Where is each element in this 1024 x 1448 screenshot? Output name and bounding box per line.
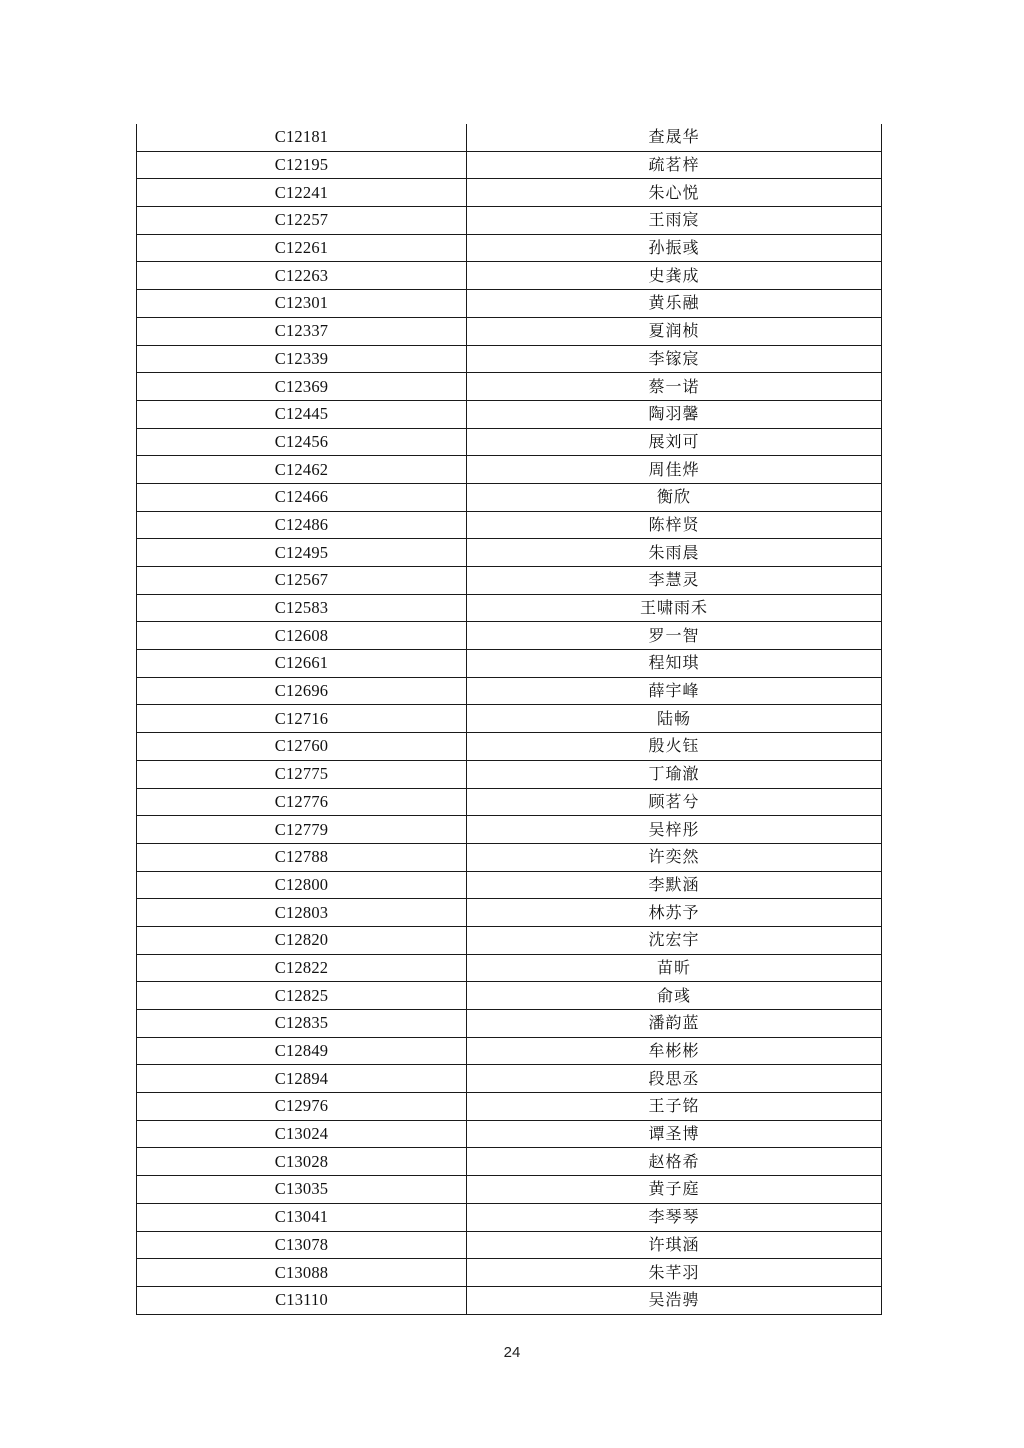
candidate-name-cell: 段思丞 <box>467 1065 882 1093</box>
roster-table <box>136 124 882 1315</box>
table-row <box>137 262 882 290</box>
candidate-name-cell: 王雨宸 <box>467 207 882 235</box>
table-row <box>137 511 882 539</box>
candidate-code-cell: C12800 <box>137 871 467 899</box>
table-row <box>137 650 882 678</box>
candidate-code-cell: C12445 <box>137 400 467 428</box>
table-row <box>137 760 882 788</box>
candidate-code-cell: C12760 <box>137 733 467 761</box>
candidate-name-cell: 牟彬彬 <box>467 1037 882 1065</box>
table-row <box>137 1259 882 1287</box>
table-row <box>137 594 882 622</box>
table-row <box>137 483 882 511</box>
candidate-code-cell: C12181 <box>137 124 467 151</box>
candidate-name-cell: 顾茗兮 <box>467 788 882 816</box>
table-row <box>137 1231 882 1259</box>
candidate-code-cell: C12486 <box>137 511 467 539</box>
candidate-code-cell: C12456 <box>137 428 467 456</box>
table-row <box>137 788 882 816</box>
candidate-code-cell: C12337 <box>137 317 467 345</box>
candidate-name-cell: 李琴琴 <box>467 1203 882 1231</box>
table-row <box>137 290 882 318</box>
roster-table-body <box>137 124 882 1314</box>
candidate-name-cell: 吴梓彤 <box>467 816 882 844</box>
candidate-code-cell: C12696 <box>137 677 467 705</box>
candidate-code-cell: C12369 <box>137 373 467 401</box>
candidate-name-cell: 周佳烨 <box>467 456 882 484</box>
candidate-name-cell: 谭圣博 <box>467 1120 882 1148</box>
candidate-name-cell: 李慧灵 <box>467 567 882 595</box>
table-row <box>137 1065 882 1093</box>
table-row <box>137 871 882 899</box>
candidate-name-cell: 程知琪 <box>467 650 882 678</box>
candidate-name-cell: 史龚成 <box>467 262 882 290</box>
candidate-code-cell: C13088 <box>137 1259 467 1287</box>
table-row <box>137 1010 882 1038</box>
candidate-code-cell: C13078 <box>137 1231 467 1259</box>
candidate-code-cell: C12257 <box>137 207 467 235</box>
candidate-code-cell: C12195 <box>137 151 467 179</box>
candidate-code-cell: C12716 <box>137 705 467 733</box>
candidate-code-cell: C12788 <box>137 843 467 871</box>
table-row <box>137 1286 882 1314</box>
candidate-name-cell: 蔡一诺 <box>467 373 882 401</box>
candidate-name-cell: 许琪涵 <box>467 1231 882 1259</box>
candidate-code-cell: C13110 <box>137 1286 467 1314</box>
candidate-name-cell: 黄子庭 <box>467 1176 882 1204</box>
candidate-name-cell: 薛宇峰 <box>467 677 882 705</box>
candidate-name-cell: 夏润桢 <box>467 317 882 345</box>
candidate-code-cell: C12261 <box>137 234 467 262</box>
table-row <box>137 926 882 954</box>
candidate-code-cell: C12301 <box>137 290 467 318</box>
candidate-code-cell: C12339 <box>137 345 467 373</box>
table-row <box>137 622 882 650</box>
candidate-code-cell: C12775 <box>137 760 467 788</box>
table-row <box>137 982 882 1010</box>
candidate-code-cell: C12835 <box>137 1010 467 1038</box>
candidate-name-cell: 王啸雨禾 <box>467 594 882 622</box>
candidate-code-cell: C12894 <box>137 1065 467 1093</box>
table-row <box>137 539 882 567</box>
table-row <box>137 899 882 927</box>
candidate-name-cell: 潘韵蓝 <box>467 1010 882 1038</box>
candidate-name-cell: 俞彧 <box>467 982 882 1010</box>
candidate-code-cell: C12849 <box>137 1037 467 1065</box>
candidate-name-cell: 沈宏宇 <box>467 926 882 954</box>
table-row <box>137 1037 882 1065</box>
table-row <box>137 733 882 761</box>
candidate-name-cell: 衡欣 <box>467 483 882 511</box>
candidate-code-cell: C12976 <box>137 1093 467 1121</box>
candidate-name-cell: 展刘可 <box>467 428 882 456</box>
table-row <box>137 124 882 151</box>
table-row <box>137 456 882 484</box>
candidate-name-cell: 朱雨晨 <box>467 539 882 567</box>
page-number: 24 <box>503 1344 521 1361</box>
candidate-name-cell: 陶羽馨 <box>467 400 882 428</box>
candidate-code-cell: C12608 <box>137 622 467 650</box>
candidate-name-cell: 黄乐融 <box>467 290 882 318</box>
table-row <box>137 1148 882 1176</box>
candidate-code-cell: C13041 <box>137 1203 467 1231</box>
candidate-name-cell: 王子铭 <box>467 1093 882 1121</box>
candidate-name-cell: 吴浩骋 <box>467 1286 882 1314</box>
candidate-code-cell: C12567 <box>137 567 467 595</box>
table-row <box>137 1120 882 1148</box>
candidate-name-cell: 苗昕 <box>467 954 882 982</box>
candidate-name-cell: 朱心悦 <box>467 179 882 207</box>
candidate-name-cell: 疏茗梓 <box>467 151 882 179</box>
table-row <box>137 428 882 456</box>
candidate-code-cell: C12466 <box>137 483 467 511</box>
candidate-code-cell: C13028 <box>137 1148 467 1176</box>
candidate-code-cell: C12822 <box>137 954 467 982</box>
candidate-name-cell: 朱芊羽 <box>467 1259 882 1287</box>
table-row <box>137 567 882 595</box>
table-row <box>137 345 882 373</box>
candidate-code-cell: C13035 <box>137 1176 467 1204</box>
candidate-name-cell: 殷火钰 <box>467 733 882 761</box>
table-row <box>137 400 882 428</box>
candidate-code-cell: C12820 <box>137 926 467 954</box>
table-row <box>137 207 882 235</box>
candidate-name-cell: 李镓宸 <box>467 345 882 373</box>
table-row <box>137 179 882 207</box>
candidate-name-cell: 李默涵 <box>467 871 882 899</box>
table-row <box>137 1093 882 1121</box>
table-row <box>137 373 882 401</box>
candidate-code-cell: C12263 <box>137 262 467 290</box>
candidate-code-cell: C12462 <box>137 456 467 484</box>
candidate-name-cell: 孙振彧 <box>467 234 882 262</box>
table-row <box>137 816 882 844</box>
table-row <box>137 677 882 705</box>
table-row <box>137 954 882 982</box>
table-row <box>137 151 882 179</box>
candidate-code-cell: C12803 <box>137 899 467 927</box>
table-row <box>137 1203 882 1231</box>
table-row <box>137 1176 882 1204</box>
candidate-name-cell: 赵格希 <box>467 1148 882 1176</box>
table-row <box>137 234 882 262</box>
candidate-name-cell: 丁瑜澈 <box>467 760 882 788</box>
candidate-code-cell: C12779 <box>137 816 467 844</box>
candidate-name-cell: 查晟华 <box>467 124 882 151</box>
table-row <box>137 843 882 871</box>
candidate-code-cell: C12825 <box>137 982 467 1010</box>
candidate-code-cell: C13024 <box>137 1120 467 1148</box>
candidate-name-cell: 许奕然 <box>467 843 882 871</box>
candidate-code-cell: C12583 <box>137 594 467 622</box>
candidate-name-cell: 陆畅 <box>467 705 882 733</box>
candidate-code-cell: C12495 <box>137 539 467 567</box>
candidate-name-cell: 陈梓贤 <box>467 511 882 539</box>
candidate-code-cell: C12776 <box>137 788 467 816</box>
candidate-code-cell: C12241 <box>137 179 467 207</box>
candidate-code-cell: C12661 <box>137 650 467 678</box>
table-row <box>137 317 882 345</box>
candidate-name-cell: 林苏予 <box>467 899 882 927</box>
candidate-name-cell: 罗一智 <box>467 622 882 650</box>
table-row <box>137 705 882 733</box>
